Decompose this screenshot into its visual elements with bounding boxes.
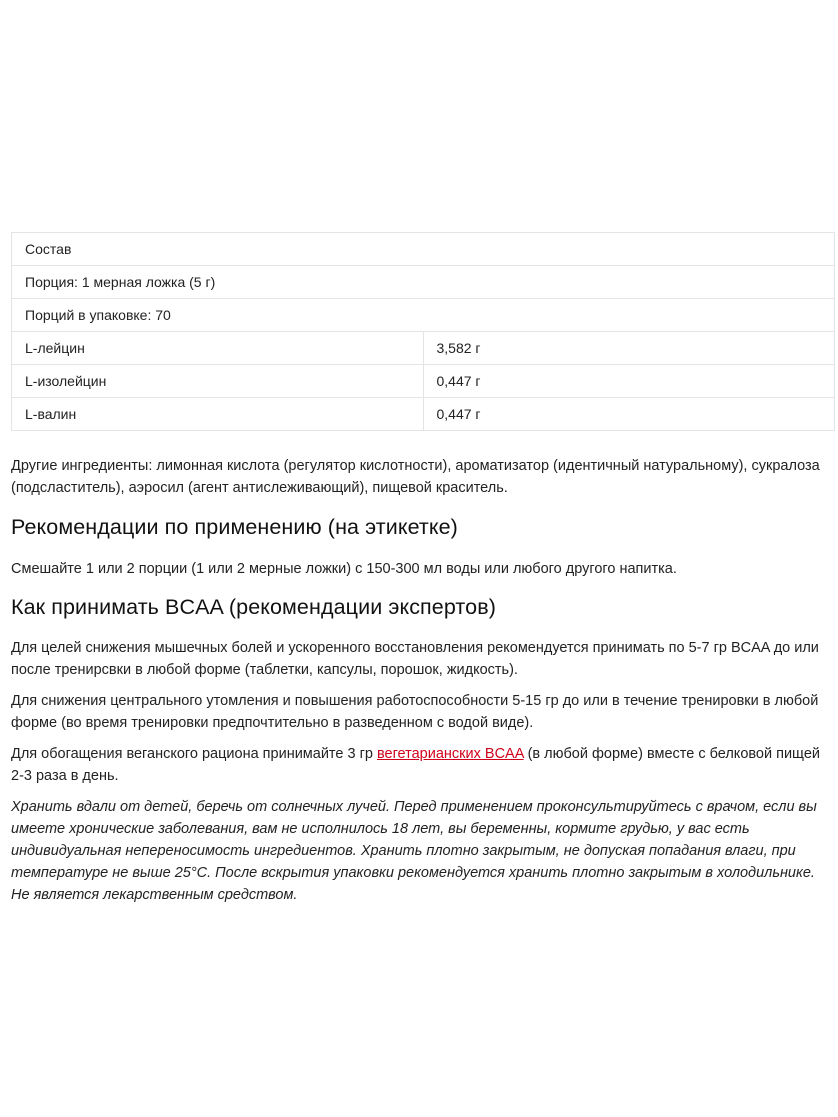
- table-row: [12, 332, 835, 365]
- expert-recommendations-heading: Как принимать BCAA (рекомендации экспертов): [11, 595, 496, 619]
- ingredient-name-cell: L-изолейцин: [12, 365, 424, 398]
- servings-per-pack-cell: Порций в упаковке: 70: [12, 299, 835, 332]
- paragraph-text: Для обогащения веганского рациона принимайте 3 гр: [11, 746, 377, 762]
- expert-paragraph-3: [11, 743, 835, 787]
- label-recommendations-text: Смешайте 1 или 2 порции (1 или 2 мерные ложки) с 150-300 мл воды или любого другого напитка.: [11, 561, 677, 577]
- table-row: [12, 299, 835, 332]
- table-row: [12, 398, 835, 431]
- ingredient-name-cell: L-лейцин: [12, 332, 424, 365]
- product-description: [11, 232, 835, 906]
- table-title-cell: Состав: [12, 233, 835, 266]
- storage-warning-text: Хранить вдали от детей, беречь от солнечных лучей. Перед применением проконсультируйтесь с врачом, если вы имеете хронические заболевания, вам не исполнилось 18 лет, вы беременны, кормите грудью, у вас есть индивидуальная непереносимость ингредиентов. Хранить плотно закрытым, не допуская попадания влаги, при температуре не выше 25°С. После вскрытия упаковки рекомендуется хранить плотно закрытым в холодильнике. Не является лекарственным средством.: [11, 799, 817, 903]
- table-row: [12, 365, 835, 398]
- expert-paragraph-2: Для снижения центрального утомления и повышения работоспособности 5-15 гр до или в течение тренировки в любой форме (во время тренировки предпочтительно в разведенном с водой виде).: [11, 693, 819, 731]
- expert-paragraph-1: Для целей снижения мышечных болей и ускоренного восстановления рекомендуется принимать по 5-7 гр BCAA до или после тренирсвки в любой форме (таблетки, капсулы, порошок, жидкость).: [11, 640, 819, 678]
- other-ingredients-text: Другие ингредиенты: лимонная кислота (регулятор кислотности), ароматизатор (идентичный натуральному), сукралоза (подсластитель), аэросил (агент антислеживающий), пищевой краситель.: [11, 458, 820, 496]
- label-recommendations-heading: Рекомендации по применению (на этикетке): [11, 515, 458, 539]
- ingredient-name-cell: L-валин: [12, 398, 424, 431]
- paragraph-text: (в любой форме) вместе с белковой пищей 2-3 раза в день.: [11, 746, 820, 784]
- ingredient-amount-cell: 0,447 г: [423, 398, 835, 431]
- table-row: [12, 233, 835, 266]
- composition-table: [11, 232, 835, 431]
- ingredient-amount-cell: 3,582 г: [423, 332, 835, 365]
- ingredient-amount-cell: 0,447 г: [423, 365, 835, 398]
- serving-size-cell: Порция: 1 мерная ложка (5 г): [12, 266, 835, 299]
- table-row: [12, 266, 835, 299]
- vegetarian-bcaa-link[interactable]: вегетарианских BCAA: [376, 746, 524, 762]
